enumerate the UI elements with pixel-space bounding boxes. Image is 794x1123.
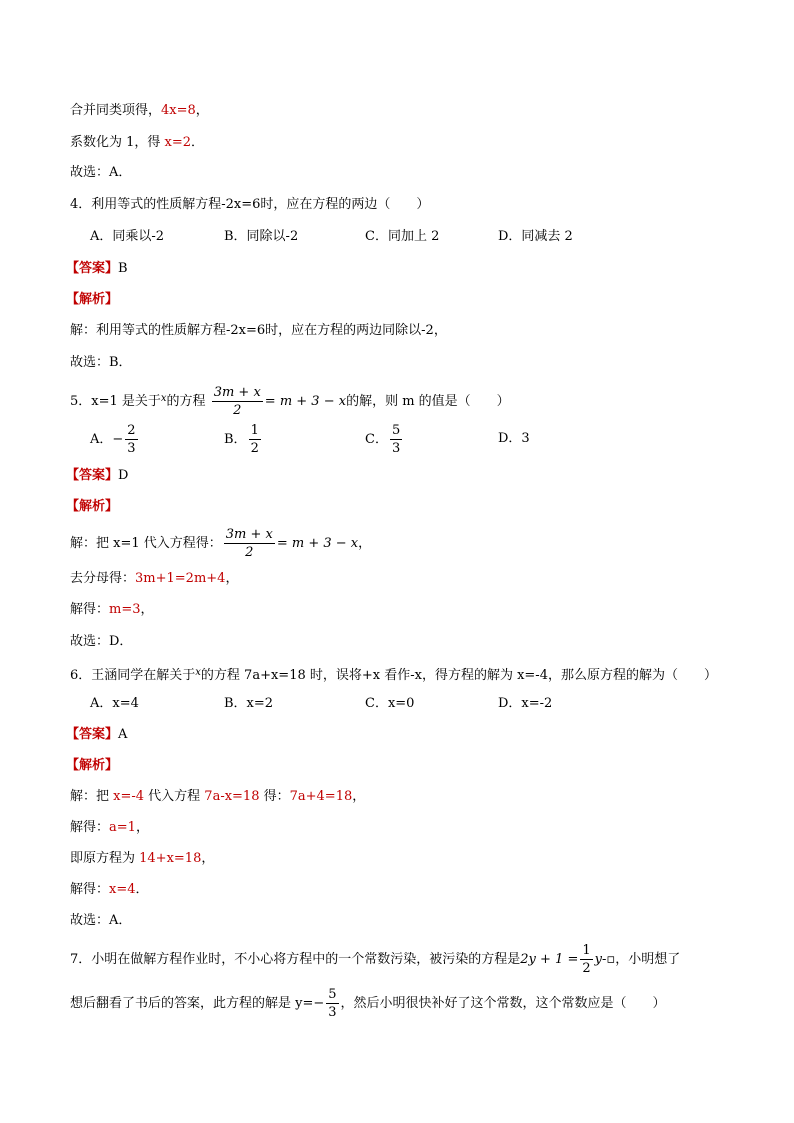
q4-option-c: C．同加上 2 xyxy=(365,229,440,244)
text: 想后翻看了书后的答案，此方程的解是 y=− xyxy=(70,996,325,1011)
denominator: 3 xyxy=(127,441,136,456)
denominator: 2 xyxy=(245,545,254,560)
q4-option-d: D．同减去 2 xyxy=(498,229,573,244)
q3-coefficient-line xyxy=(70,134,204,152)
text: 得： xyxy=(259,789,290,804)
denominator: 2 xyxy=(582,961,591,976)
equation-lhs: 2y + 1 = xyxy=(520,952,579,967)
text: 去分母得： xyxy=(70,571,136,586)
answer-tag: 【答案】 xyxy=(66,261,119,276)
q4-option-b: B．同除以-2 xyxy=(224,229,299,244)
answer-value: A xyxy=(118,727,128,742)
label: C． xyxy=(365,432,388,447)
text: 7．小明在做解方程作业时，不小心将方程中的一个常数污染，被污染的方程是 xyxy=(70,952,521,967)
q5-solution-2 xyxy=(70,570,238,588)
q6-analysis-tag xyxy=(66,757,118,775)
equation-rhs: = m + 3 − x xyxy=(276,536,359,551)
equation: x=2 xyxy=(164,135,192,150)
q4-option-a: A．同乘以-2 xyxy=(90,229,165,244)
q6-solution-5: 故选：A． xyxy=(70,913,132,928)
punct: ， xyxy=(201,851,215,866)
punct: ， xyxy=(352,789,366,804)
variable: x xyxy=(160,393,167,404)
equation: 4x=8 xyxy=(161,103,196,118)
fraction xyxy=(580,944,592,975)
text: 解得： xyxy=(70,602,110,617)
denominator: 2 xyxy=(233,403,242,418)
denominator: 2 xyxy=(250,441,259,456)
punct: ， xyxy=(140,602,154,617)
fraction xyxy=(249,424,261,455)
q3-combine-line xyxy=(70,102,209,120)
q4-solution-1: 解：利用等式的性质解方程-2x=6时，应在方程的两边同除以-2， xyxy=(70,323,447,338)
answer-value: B xyxy=(118,261,128,276)
answer-tag: 【答案】 xyxy=(66,727,119,742)
numerator: 3m + x xyxy=(213,385,261,400)
text: 的方程 xyxy=(166,394,206,409)
q7-stem-line-1 xyxy=(70,944,680,975)
equation: x=-4 xyxy=(113,789,145,804)
equation-rhs: = m + 3 − x xyxy=(264,394,347,409)
q6-option-b: B．x=2 xyxy=(224,696,274,711)
numerator: 2 xyxy=(127,423,136,438)
denominator: 3 xyxy=(328,1005,337,1020)
variable: x xyxy=(195,667,201,678)
punct: ， xyxy=(195,103,209,118)
numerator: 1 xyxy=(582,943,591,958)
fraction xyxy=(390,424,402,455)
text: 系数化为 1，得 xyxy=(70,135,165,150)
q5-solution-4: 故选：D． xyxy=(70,634,133,649)
text: 的方程 7a+x=18 时，误将+x 看作-x，得方程的解为 x=-4，那么原方程的解为（ ） xyxy=(200,668,717,683)
q5-analysis-tag xyxy=(66,498,118,516)
q6-solution-3 xyxy=(70,850,214,868)
label: A． xyxy=(90,432,113,447)
q4-analysis-tag xyxy=(66,291,118,309)
q6-solution-2 xyxy=(70,819,149,837)
numerator: 5 xyxy=(328,987,337,1002)
variable: y xyxy=(594,952,602,967)
q4-answer-line xyxy=(66,260,128,278)
q5-solution-1 xyxy=(70,528,371,559)
equation: 7a+4=18 xyxy=(289,789,353,804)
equation: 14+x=18 xyxy=(139,851,202,866)
q6-solution-4 xyxy=(70,881,149,899)
text: 5．x=1 是关于 xyxy=(70,394,161,409)
denominator: 3 xyxy=(391,441,401,456)
q5-stem xyxy=(70,386,510,417)
analysis-tag: 【解析】 xyxy=(66,758,119,773)
q3-choice-line: 故选：A． xyxy=(70,165,132,180)
q5-option-a xyxy=(90,424,140,455)
q4-solution-2: 故选：B． xyxy=(70,355,132,370)
equation: m=3 xyxy=(109,602,141,617)
analysis-tag: 【解析】 xyxy=(66,499,119,514)
q6-option-d: D．x=-2 xyxy=(498,696,553,711)
answer-value: D xyxy=(118,468,129,483)
numerator: 1 xyxy=(250,423,259,438)
punct: ， xyxy=(225,571,239,586)
text: 即原方程为 xyxy=(70,851,140,866)
equation: x=4 xyxy=(109,882,136,897)
q6-stem xyxy=(70,664,717,685)
q5-solution-fraction xyxy=(224,528,275,559)
label: B． xyxy=(224,432,247,447)
punct: ． xyxy=(191,135,205,150)
equation: a=1 xyxy=(109,820,136,835)
q5-option-d: D．3 xyxy=(498,431,530,446)
equation: 3m+1=2m+4 xyxy=(135,571,226,586)
answer-tag: 【答案】 xyxy=(66,468,119,483)
text: 解得： xyxy=(70,882,110,897)
text: 解：把 xyxy=(70,789,114,804)
numerator: 3m + x xyxy=(225,527,273,542)
q5-answer-line xyxy=(66,467,128,485)
text: -▫，小明想了 xyxy=(602,952,681,967)
text: 解：把 x=1 代入方程得： xyxy=(70,536,222,551)
q5-solution-3 xyxy=(70,601,154,619)
punct: ， xyxy=(358,536,372,551)
q6-option-c: C．x=0 xyxy=(365,696,415,711)
q5-option-b xyxy=(224,424,263,455)
fraction xyxy=(326,988,338,1019)
q5-option-c xyxy=(365,424,404,455)
text: 合并同类项得， xyxy=(70,103,162,118)
text: ，然后小明很快补好了这个常数，这个常数应是（ ） xyxy=(340,996,666,1011)
analysis-tag: 【解析】 xyxy=(66,292,119,307)
sign: − xyxy=(112,432,124,447)
punct: ， xyxy=(135,820,149,835)
q6-answer-line xyxy=(66,726,127,744)
text: 代入方程 xyxy=(144,789,205,804)
q7-stem-line-2 xyxy=(70,988,666,1019)
numerator: 5 xyxy=(391,423,401,438)
fraction xyxy=(125,424,137,455)
equation: 7a-x=18 xyxy=(204,789,260,804)
text: 6．王涵同学在解关于 xyxy=(70,668,196,683)
q5-equation-fraction xyxy=(212,386,263,417)
q4-stem: 4．利用等式的性质解方程-2x=6时，应在方程的两边（ ） xyxy=(70,197,430,212)
text: 解得： xyxy=(70,820,110,835)
punct: ． xyxy=(135,882,149,897)
text: 的解，则 m 的值是（ ） xyxy=(346,394,510,409)
q6-option-a: A．x=4 xyxy=(90,696,139,711)
q6-solution-1 xyxy=(70,788,365,806)
